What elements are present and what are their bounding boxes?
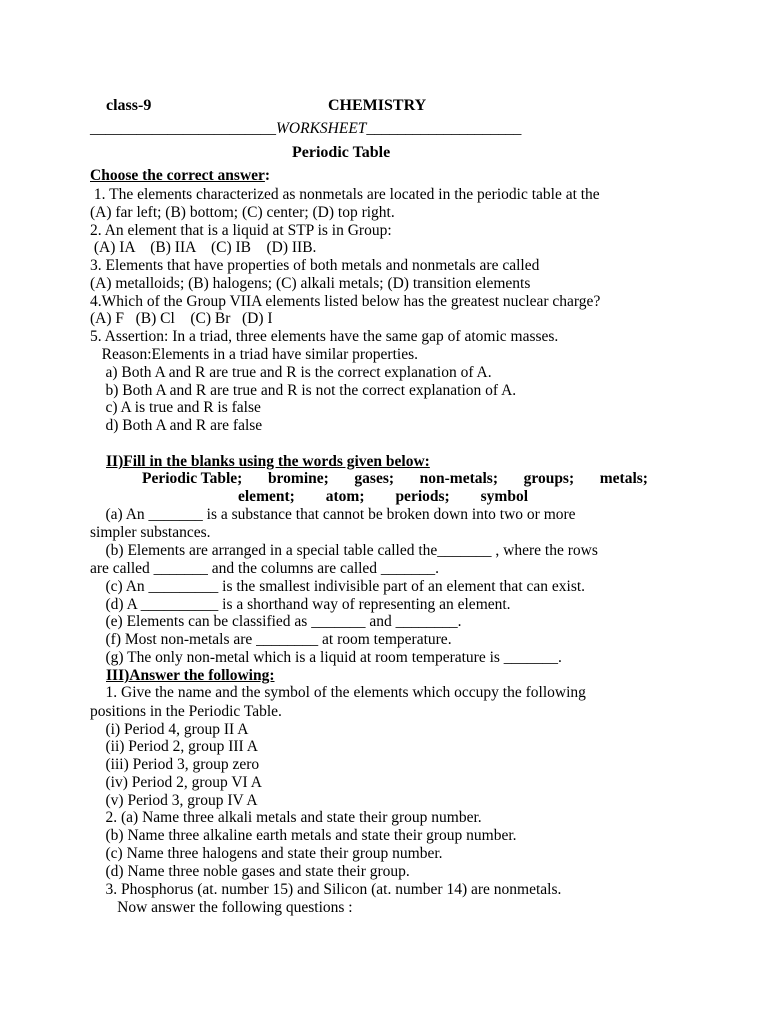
class-label: class-9	[106, 97, 152, 114]
word-bank-item: symbol	[480, 488, 528, 505]
s3-line: Now answer the following questions :	[90, 899, 353, 916]
s3-line: (d) Name three noble gases and state their group.	[90, 863, 410, 880]
s3-line: (i) Period 4, group II A	[90, 721, 249, 738]
section3-heading: III)Answer the following:	[106, 667, 275, 684]
word-bank-item: element;	[238, 488, 295, 505]
word-bank-item: Periodic Table;	[142, 470, 243, 487]
s1-line: 3. Elements that have properties of both metals and nonmetals are called	[90, 257, 540, 274]
s2-line: (a) An _______ is a substance that cannot be broken down into two or more	[90, 506, 576, 523]
title-rule-right: ____________________	[366, 120, 522, 137]
s1-line: (A) F (B) Cl (C) Br (D) I	[90, 310, 273, 327]
s1-line: (A) IA (B) IIA (C) IB (D) IIB.	[90, 239, 317, 256]
section1-heading-colon: :	[264, 167, 271, 184]
section1-heading	[90, 167, 270, 185]
s1-line: Reason:Elements in a triad have similar properties.	[90, 346, 418, 363]
word-bank-item: gases;	[354, 470, 395, 487]
s1-line: 1. The elements characterized as nonmetals are located in the periodic table at the	[90, 186, 600, 203]
word-bank-item: metals;	[599, 470, 648, 487]
word-bank-item: atom;	[325, 488, 365, 505]
word-bank-item: bromine;	[267, 470, 329, 487]
s2-line: (b) Elements are arranged in a special table called the_______ , where the rows	[90, 542, 598, 559]
s2-line: (d) A __________ is a shorthand way of representing an element.	[90, 596, 511, 613]
s2-line: (c) An _________ is the smallest indivisible part of an element that can exist.	[90, 578, 586, 595]
s1-line: (A) metalloids; (B) halogens; (C) alkali metals; (D) transition elements	[90, 275, 531, 292]
s3-line: (b) Name three alkaline earth metals and state their group number.	[90, 827, 517, 844]
s2-line: (e) Elements can be classified as _______ and ________.	[90, 613, 462, 630]
s3-line: positions in the Periodic Table.	[90, 703, 282, 720]
s1-line: 4.Which of the Group VIIA elements listed below has the greatest nuclear charge?	[90, 293, 601, 310]
s1-line: a) Both A and R are true and R is the correct explanation of A.	[90, 364, 492, 381]
s1-line: b) Both A and R are true and R is not the correct explanation of A.	[90, 382, 517, 399]
word-bank-line-2	[238, 488, 528, 506]
word-bank-item: periods;	[395, 488, 450, 505]
subject-title: CHEMISTRY	[328, 97, 427, 114]
s3-line: (iv) Period 2, group VI A	[90, 774, 262, 791]
s2-line: are called _______ and the columns are called _______.	[90, 560, 440, 577]
worksheet-title-line	[90, 120, 521, 138]
section2-heading: II)Fill in the blanks using the words given below:	[106, 453, 430, 470]
s3-line: (iii) Period 3, group zero	[90, 756, 260, 773]
s3-line: 1. Give the name and the symbol of the elements which occupy the following	[90, 684, 586, 701]
s3-line: 3. Phosphorus (at. number 15) and Silicon (at. number 14) are nonmetals.	[90, 881, 562, 898]
word-bank-item: groups;	[523, 470, 575, 487]
s1-line: c) A is true and R is false	[90, 399, 261, 416]
s1-line: (A) far left; (B) bottom; (C) center; (D) top right.	[90, 204, 395, 221]
s1-line: 5. Assertion: In a triad, three elements have the same gap of atomic masses.	[90, 328, 559, 345]
s2-line: simpler substances.	[90, 524, 211, 541]
s3-line: 2. (a) Name three alkali metals and state their group number.	[90, 809, 482, 826]
worksheet-label: WORKSHEET	[276, 120, 367, 137]
s1-line: d) Both A and R are false	[90, 417, 263, 434]
s3-line: (c) Name three halogens and state their group number.	[90, 845, 443, 862]
s1-line: 2. An element that is a liquid at STP is in Group:	[90, 222, 392, 239]
section1-heading-text: Choose the correct answer	[90, 167, 265, 184]
s2-line: (g) The only non-metal which is a liquid at room temperature is _______.	[90, 649, 562, 666]
s3-line: (ii) Period 2, group III A	[90, 738, 258, 755]
title-rule-left: ________________________	[90, 120, 276, 137]
s2-line: (f) Most non-metals are ________ at room temperature.	[90, 631, 452, 648]
s3-line: (v) Period 3, group IV A	[90, 792, 258, 809]
word-bank-item: non-metals;	[419, 470, 498, 487]
topic-title: Periodic Table	[292, 144, 391, 161]
word-bank-line-1	[142, 470, 648, 488]
